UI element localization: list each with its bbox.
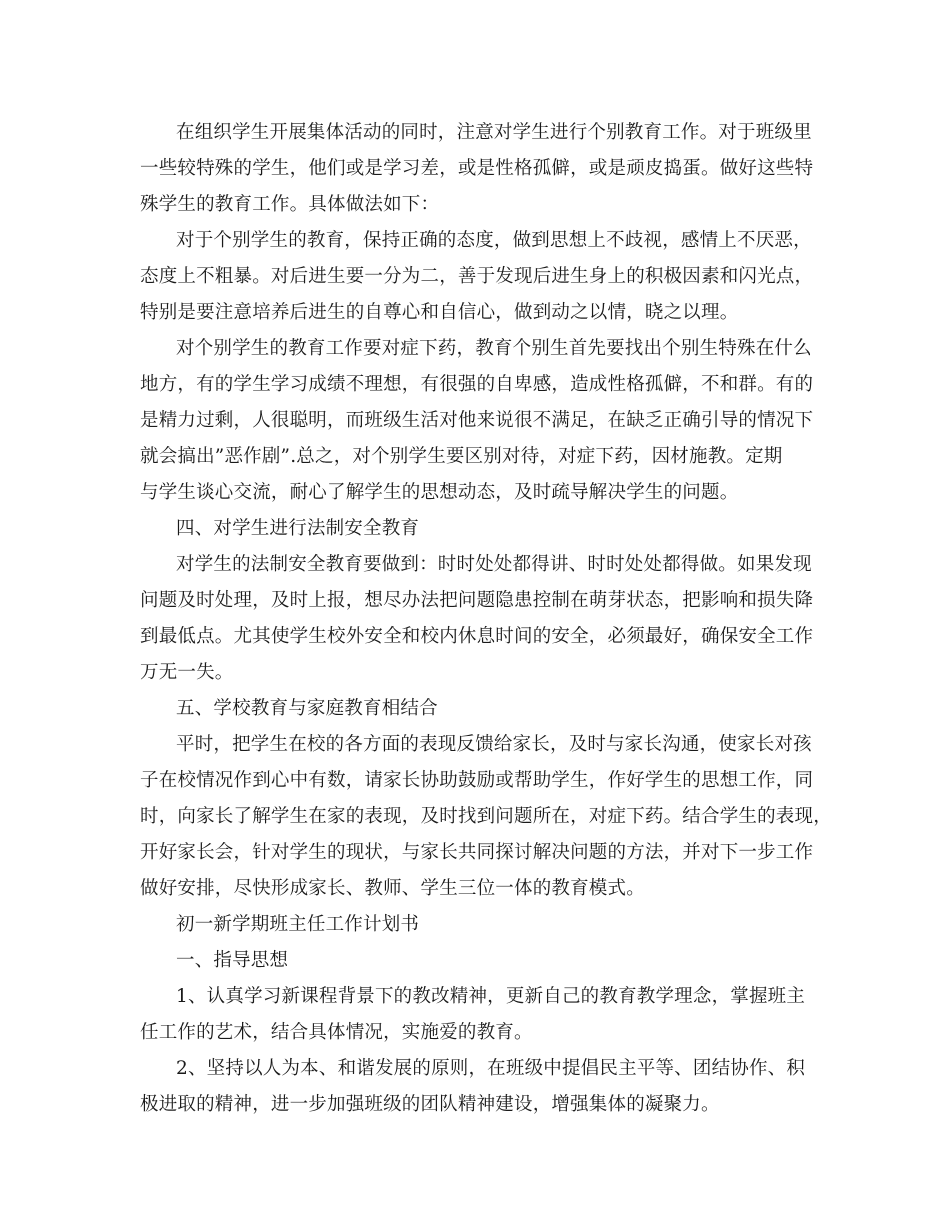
paragraph-line: 特别是要注意培养后进生的自尊心和自信心，做到动之以情，晓之以理。 <box>140 302 739 323</box>
paragraph-line: 2、坚持以人为本、和谐发展的原则，在班级中提倡民主平等、团结协作、积 <box>176 1058 806 1079</box>
paragraph-line: 就会搞出”恶作剧”.总之，对个别学生要区别对待，对症下药，因材施教。定期 <box>140 446 783 467</box>
paragraph-line: 做好安排，尽快形成家长、教师、学生三位一体的教育模式。 <box>140 878 645 899</box>
paragraph-line: 一些较特殊的学生，他们或是学习差，或是性格孤僻，或是顽皮捣蛋。做好这些特 <box>140 158 814 179</box>
paragraph-line: 对学生的法制安全教育要做到：时时处处都得讲、时时处处都得做。如果发现 <box>176 554 812 575</box>
paragraph-line: 对个别学生的教育工作要对症下药，教育个别生首先要找出个别生特殊在什么 <box>176 338 812 359</box>
paragraph-line: 对于个别学生的教育，保持正确的态度，做到思想上不歧视，感情上不厌恶， <box>176 230 812 251</box>
paragraph-line: 态度上不粗暴。对后进生要一分为二，善于发现后进生身上的积极因素和闪光点， <box>140 266 814 287</box>
paragraph-line: 殊学生的教育工作。具体做法如下： <box>140 194 440 215</box>
paragraph-line: 极进取的精神，进一步加强班级的团队精神建设，增强集体的凝聚力。 <box>140 1094 720 1115</box>
paragraph-line: 地方，有的学生学习成绩不理想，有很强的自卑感，造成性格孤僻，不和群。有的 <box>140 374 814 395</box>
paragraph-line: 万无一失。 <box>140 662 234 683</box>
section-heading: 四、对学生进行法制安全教育 <box>176 518 420 539</box>
paragraph-line: 时，向家长了解学生在家的表现，及时找到问题所在，对症下药。结合学生的表现， <box>140 806 832 827</box>
paragraph-line: 开好家长会，针对学生的现状，与家长共同探讨解决问题的方法，并对下一步工作 <box>140 842 814 863</box>
paragraph-line: 平时，把学生在校的各方面的表现反馈给家长，及时与家长沟通，使家长对孩 <box>176 734 812 755</box>
paragraph-line: 任工作的艺术，结合具体情况，实施爱的教育。 <box>140 1022 533 1043</box>
paragraph-line: 问题及时处理，及时上报，想尽办法把问题隐患控制在萌芽状态，把影响和损失降 <box>140 590 814 611</box>
paragraph-line: 是精力过剩，人很聪明，而班级生活对他来说很不满足，在缺乏正确引导的情况下 <box>140 410 814 431</box>
document-title: 初一新学期班主任工作计划书 <box>176 914 420 935</box>
section-heading: 五、学校教育与家庭教育相结合 <box>176 698 438 719</box>
paragraph-line: 与学生谈心交流，耐心了解学生的思想动态，及时疏导解决学生的问题。 <box>140 482 739 503</box>
paragraph-line: 1、认真学习新课程背景下的教改精神，更新自己的教育教学理念，掌握班主 <box>176 986 806 1007</box>
paragraph-line: 在组织学生开展集体活动的同时，注意对学生进行个别教育工作。对于班级里 <box>176 122 812 143</box>
paragraph-line: 到最低点。尤其使学生校外安全和校内休息时间的安全，必须最好，确保安全工作 <box>140 626 814 647</box>
paragraph-line: 子在校情况作到心中有数，请家长协助鼓励或帮助学生，作好学生的思想工作，同 <box>140 770 814 791</box>
section-heading: 一、指导思想 <box>176 950 289 971</box>
